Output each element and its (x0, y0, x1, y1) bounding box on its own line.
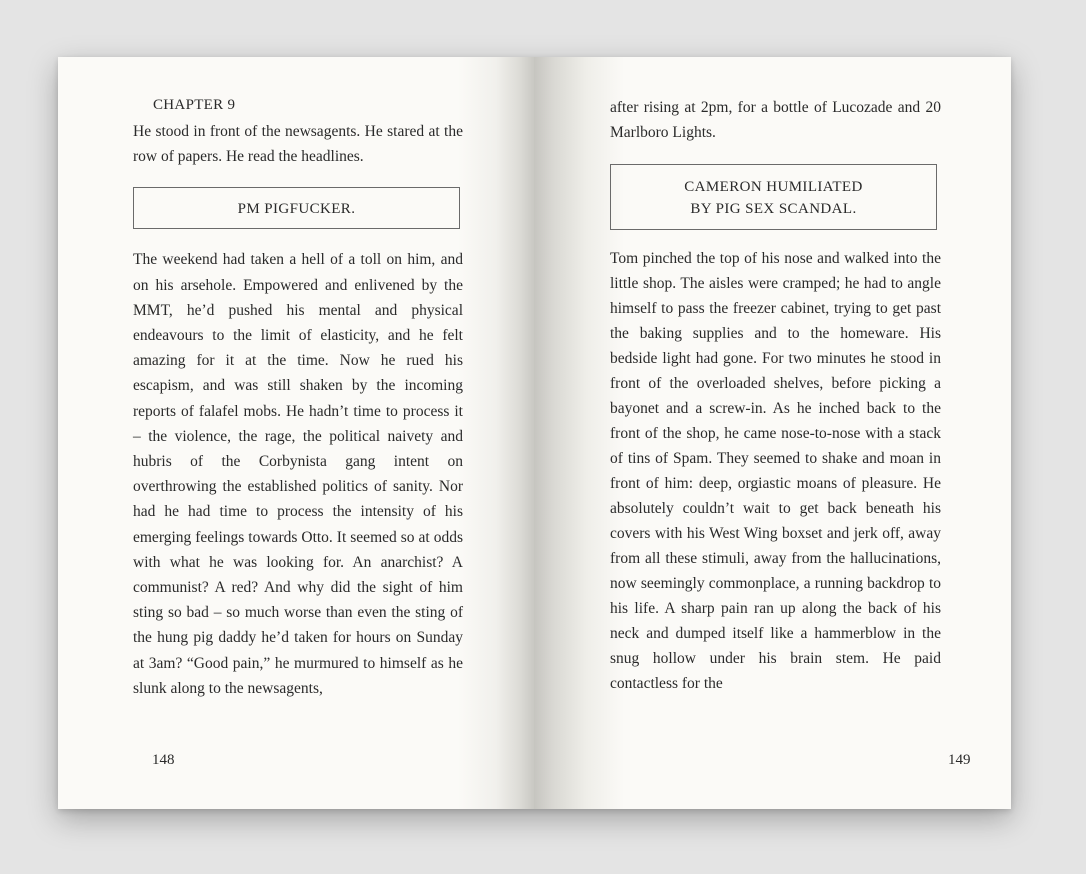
right-headline-line1: CAMERON HUMILIATED (684, 179, 863, 196)
right-headline-box (610, 164, 937, 230)
left-page-number: 148 (152, 752, 175, 768)
right-intro-paragraph: after rising at 2pm, for a bottle of Lucozade and 20 Marlboro Lights. (610, 99, 941, 142)
left-page (58, 57, 534, 809)
left-body-paragraph: The weekend had taken a hell of a toll on him, and on his arsehole. Empowered and enlivened by the MMT, he’d pushed his mental and physical endeavours to the limit of elasticity, and he felt amazing for it at the time. Now he rued his escapism, and was still shaken by the incoming reports of falafel mobs. He hadn’t time to process it – the violence, the rage, the political naivety and hubris of the Corbynista gang intent on overthrowing the established politics of sanity. Nor had he had time to process the intensity of his emerging feelings towards Otto. It seemed so at odds with what he was looking for. An anarchist? A communist? A red? And why did the sight of him sting so bad – so much worse than even the sting of the hung pig daddy he’d taken for hours on Sunday at 3am? “Good pain,” he murmured to himself as he slunk along to the newsagents, (133, 251, 463, 697)
left-text-block (133, 95, 463, 701)
right-page-number: 149 (948, 752, 971, 768)
left-headline-box (133, 187, 460, 229)
open-book (58, 57, 1011, 809)
chapter-heading: CHAPTER 9 (153, 97, 236, 113)
right-text-block (610, 95, 941, 696)
right-headline-line2: BY PIG SEX SCANDAL. (690, 201, 857, 218)
right-page (534, 57, 1011, 809)
left-headline-text: PM PIGFUCKER. (237, 201, 356, 218)
left-intro-paragraph: He stood in front of the newsagents. He stared at the row of papers. He read the headlines. (133, 123, 463, 166)
right-body-paragraph: Tom pinched the top of his nose and walked into the little shop. The aisles were cramped; he had to angle himself to pass the freezer cabinet, trying to get past the baking supplies and to the homeware. His bedside light had gone. For two minutes he stood in front of the overloaded shelves, before picking a bayonet and a screw-in. As he inched back to the front of the shop, he came nose-to-nose with a stack of tins of Spam. They seemed to shake and moan in front of him: deep, orgiastic moans of pleasure. He absolutely couldn’t wait to get back beneath his covers with his West Wing boxset and jerk off, away from all these stimuli, away from the hallucinations, now seemingly commonplace, a running backdrop to his life. A sharp pain ran up along the back of his neck and dumped itself like a hammerblow in the snug hollow under his brain stem. He paid contactless for the (610, 250, 941, 693)
